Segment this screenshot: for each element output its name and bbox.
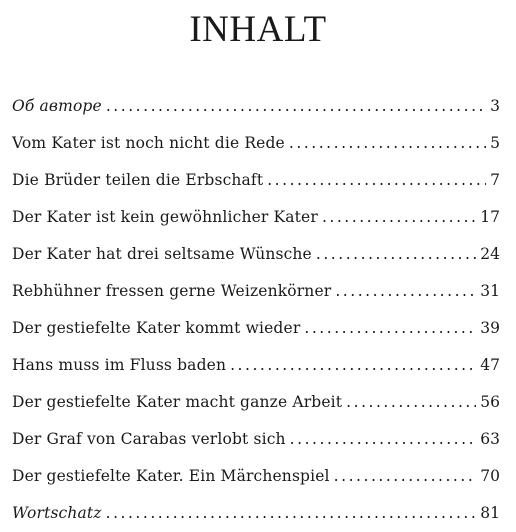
dot-leader <box>230 347 476 384</box>
toc-entry[interactable] <box>12 236 500 273</box>
toc-page-number: 47 <box>480 356 500 374</box>
toc-entry-label: Der Kater hat drei seltsame Wünsche <box>12 245 312 263</box>
dot-leader <box>106 495 477 532</box>
table-of-contents <box>12 88 500 532</box>
toc-entry[interactable] <box>12 88 500 125</box>
toc-entry-label: Der gestiefelte Kater. Ein Märchenspiel <box>12 467 330 485</box>
dot-leader <box>106 88 486 125</box>
toc-entry[interactable] <box>12 384 500 421</box>
toc-entry-label: Wortschatz <box>12 504 102 522</box>
dot-leader <box>334 458 477 495</box>
toc-entry-label: Der gestiefelte Kater kommt wieder <box>12 319 301 337</box>
dot-leader <box>290 421 477 458</box>
toc-entry-label: Vom Kater ist noch nicht die Rede <box>12 134 285 152</box>
toc-entry-label: Rebhühner fressen gerne Weizenkörner <box>12 282 332 300</box>
dot-leader <box>346 384 476 421</box>
toc-entry[interactable] <box>12 310 500 347</box>
toc-page-number: 17 <box>480 208 500 226</box>
dot-leader <box>304 310 476 347</box>
toc-entry-label: Der gestiefelte Kater macht ganze Arbeit <box>12 393 343 411</box>
toc-entry[interactable] <box>12 347 500 384</box>
toc-entry-label: Об авторе <box>12 97 102 115</box>
toc-entry[interactable] <box>12 421 500 458</box>
toc-page-number: 39 <box>480 319 500 337</box>
toc-entry[interactable] <box>12 273 500 310</box>
toc-entry[interactable] <box>12 162 500 199</box>
toc-entry[interactable] <box>12 125 500 162</box>
toc-entry-label: Hans muss im Fluss baden <box>12 356 227 374</box>
toc-page-number: 56 <box>480 393 500 411</box>
toc-page-number: 81 <box>480 504 500 522</box>
toc-page-number: 5 <box>490 134 500 152</box>
toc-entry[interactable] <box>12 199 500 236</box>
toc-page-number: 63 <box>480 430 500 448</box>
dot-leader <box>267 162 486 199</box>
toc-entry-label: Der Kater ist kein gewöhnlicher Kater <box>12 208 318 226</box>
dot-leader <box>289 125 486 162</box>
toc-page-number: 7 <box>490 171 500 189</box>
toc-page-number: 70 <box>480 467 500 485</box>
dot-leader <box>316 236 476 273</box>
toc-page-number: 24 <box>480 245 500 263</box>
toc-entry-label: Die Brüder teilen die Erbschaft <box>12 171 264 189</box>
toc-entry-label: Der Graf von Carabas verlobt sich <box>12 430 286 448</box>
toc-entry[interactable] <box>12 458 500 495</box>
toc-page-number: 3 <box>490 97 500 115</box>
dot-leader <box>335 273 476 310</box>
page-title: INHALT <box>189 9 327 50</box>
toc-page-number: 31 <box>480 282 500 300</box>
toc-entry[interactable] <box>12 495 500 532</box>
dot-leader <box>322 199 476 236</box>
